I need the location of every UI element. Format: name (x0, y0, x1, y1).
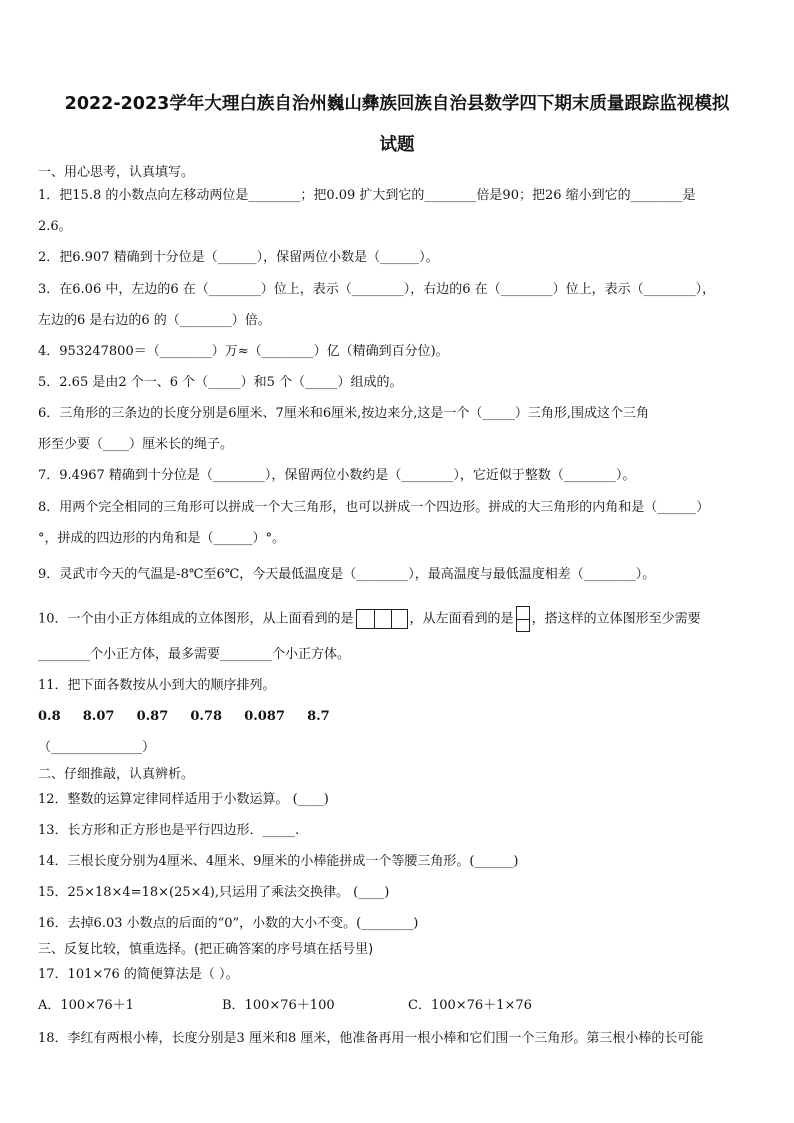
question-6-line1: 6．三角形的三条边的长度分别是6厘米、7厘米和6厘米,按边来分,这是一个（_____）三角形,围成这个三角 (38, 406, 649, 421)
question-8-line2: °，拼成的四边形的内角和是（______）°。 (38, 531, 286, 546)
number-item: 8.07 (82, 709, 115, 724)
question-10-text-b: ，从左面看到的是 (409, 611, 514, 627)
number-item: 0.78 (190, 709, 223, 724)
question-12: 12．整数的运算定律同样适用于小数运算。 (____) (38, 792, 329, 807)
question-14: 14．三根长度分别为4厘米、4厘米、9厘米的小棒能拼成一个等腰三角形。(______) (38, 854, 519, 869)
option-a: A．100×76＋1 (38, 998, 134, 1013)
question-3-line1: 3．在6.06 中，左边的6 在（________）位上，表示（________），右边的6 在（________）位上，表示（________）， (38, 282, 716, 297)
question-9: 9．灵武市今天的气温是-8℃至6℃，今天最低温度是（________），最高温度与最低温度相差（________）。 (38, 567, 656, 582)
exam-title-line2: 试题 (379, 135, 415, 155)
question-18: 18．李红有两根小棒，长度分别是3 厘米和8 厘米，他准备再用一根小棒和它们围一个三角形。第三根小棒的长可能 (38, 1031, 704, 1046)
option-b: B．100×76＋100 (222, 998, 335, 1013)
question-5: 5．2.65 是由2 个一、6 个（_____）和5 个（_____）组成的。 (38, 375, 403, 390)
question-11-answer-blank: （______________） (38, 740, 156, 755)
section-heading-3: 三、反复比较，慎重选择。(把正确答案的序号填在括号里) (38, 942, 374, 957)
question-2: 2．把6.907 精确到十分位是（______），保留两位小数是（______）。 (38, 250, 439, 265)
number-item: 8.7 (307, 709, 330, 724)
question-4: 4．953247800＝（________）万≈（________）亿（精确到百分位)。 (38, 344, 449, 359)
question-10-line2: ________个小正方体，最多需要________个小正方体。 (38, 647, 351, 662)
question-13: 13．长方形和正方形也是平行四边形．_____. (38, 823, 300, 838)
question-10-text-a: 10．一个由小正方体组成的立体图形，从上面看到的是 (38, 611, 354, 627)
question-8-line1: 8．用两个完全相同的三角形可以拼成一个大三角形，也可以拼成一个四边形。拼成的大三角形的内角和是（______） (38, 500, 710, 515)
option-c: C．100×76＋1×76 (408, 998, 532, 1013)
question-11-numbers (38, 708, 348, 726)
exam-title-line1: 2022-2023学年大理白族自治州巍山彝族回族自治县数学四下期末质量跟踪监视模拟 (64, 94, 730, 114)
question-10-text-c: ，搭这样的立体图形至少需要 (531, 611, 701, 627)
number-item: 0.8 (38, 709, 61, 724)
question-7: 7．9.4967 精确到十分位是（________），保留两位小数约是（________），它近似于整数（________）。 (38, 468, 636, 483)
question-1-line1: 1．把15.8 的小数点向左移动两位是________；把0.09 扩大到它的________倍是90；把26 缩小到它的________是 (38, 188, 696, 203)
question-10-line1 (38, 606, 701, 632)
question-11: 11．把下面各数按从小到大的顺序排列。 (38, 678, 276, 693)
left-view-figure (516, 606, 530, 632)
question-6-line2: 形至少要（____）厘米长的绳子。 (38, 437, 234, 452)
question-3-line2: 左边的6 是右边的6 的（________）倍。 (38, 313, 271, 328)
question-16: 16．去掉6.03 小数点的后面的“0”，小数的大小不变。(________) (38, 916, 419, 931)
section-heading-1: 一、用心思考，认真填写。 (38, 165, 195, 180)
top-view-figure (356, 609, 408, 629)
question-17: 17．101×76 的简便算法是（ ）。 (38, 967, 239, 982)
section-heading-2: 二、仔细推敲，认真辨析。 (38, 767, 195, 782)
number-item: 0.87 (136, 709, 169, 724)
number-item: 0.087 (244, 709, 285, 724)
question-1-line2: 2.6。 (38, 219, 72, 234)
question-15: 15．25×18×4=18×(25×4),只运用了乘法交换律。 (____) (38, 885, 390, 900)
